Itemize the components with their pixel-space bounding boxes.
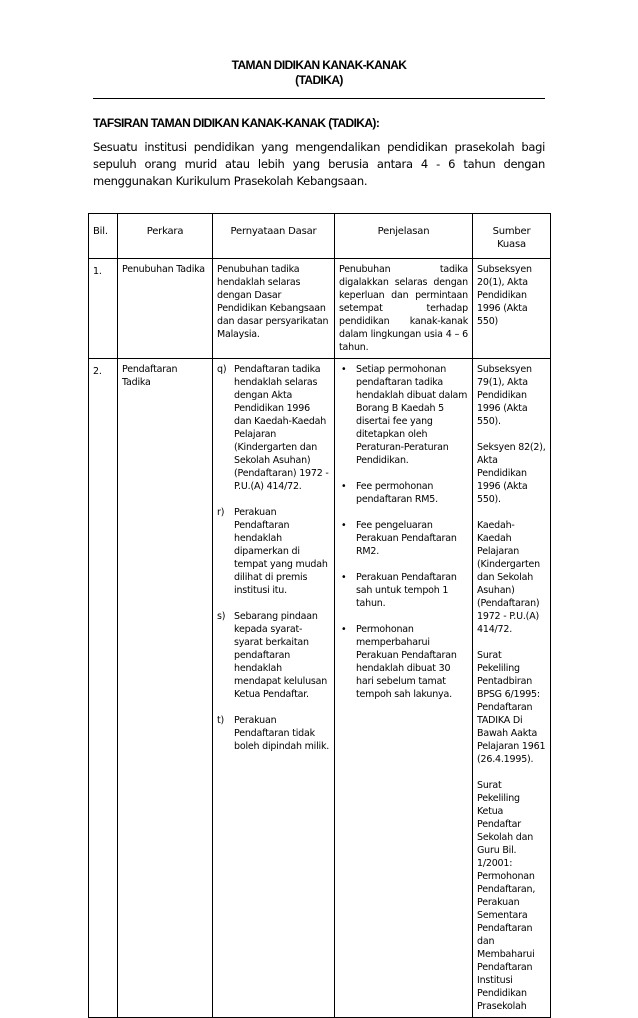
title-line-2: (TADIKA): [295, 73, 343, 87]
list-item: q) Pendaftaran tadika hendaklah selaras dengan Akta Pendidikan 1996 dan Kaedah-Kaedah Pelajaran (Kindergarten dan Sekolah Asuhan) (Pendaftaran) 1972 - P.U.(A) 414/72.: [217, 364, 329, 492]
page-title: [0, 58, 638, 88]
pernyataan-cell: Penubuhan tadika hendaklah selaras dengan Dasar Pendidikan Kebangsaan dan dasar persyarikatan Malaysia.: [213, 259, 335, 359]
perkara-cell: Pendaftaran Tadika: [118, 359, 213, 1018]
bullet-item: • Fee permohonan pendaftaran RM5.: [341, 481, 438, 505]
intro-paragraph: Sesuatu institusi pendidikan yang mengendalikan pendidikan prasekolah bagi sepuluh orang murid atau lebih yang berusia antara 4 - 6 tahun dengan menggunakan Kurikulum Prasekolah Kebangsaan.: [93, 140, 545, 188]
header-bil: Bil.: [89, 214, 118, 259]
source-reference: Subseksyen 79(1), Akta Pendidikan 1996 (Akta 550).: [477, 364, 532, 427]
perkara-cell: Penubuhan Tadika: [118, 259, 213, 359]
sumber-cell: [473, 359, 551, 1018]
list-item: t) Perakuan Pendaftaran tidak boleh dipindah milik.: [217, 715, 330, 752]
bullet-item: • Permohonan memperbaharui Perakuan Pendaftaran hendaklah dibuat 30 hari sebelum tamat tempoh sah lakunya.: [341, 624, 457, 700]
penjelasan-cell: Penubuhan tadika digalakkan selaras dengan keperluan dan permintaan setempat terhadap pendidikan kanak-kanak dalam lingkungan usia 4 – 6 tahun.: [335, 259, 473, 359]
row-number: 1.: [89, 259, 118, 359]
source-reference: Surat Pekeliling Ketua Pendaftar Sekolah dan Guru Bil. 1/2001: Permohonan Pendaftaran, Perakuan Sementara Pendaftaran dan Membaharui Pendaftaran Institusi Pendidikan Prasekolah: [477, 780, 536, 1012]
bullet-item: • Fee pengeluaran Perakuan Pendaftaran RM2.: [341, 520, 457, 557]
title-line-1: TAMAN DIDIKAN KANAK-KANAK: [231, 58, 407, 72]
list-item: s) Sebarang pindaan kepada syarat-syarat berkaitan pendaftaran hendaklah mendapat kelulusan Ketua Pendaftar.: [217, 611, 328, 700]
bullet-icon: •: [341, 520, 347, 531]
row-number: 2.: [89, 359, 118, 1018]
section-heading: TAFSIRAN TAMAN DIDIKAN KANAK-KANAK (TADIKA):: [93, 116, 380, 130]
header-pernyataan-dasar: Pernyataan Dasar: [213, 214, 335, 259]
header-penjelasan: Penjelasan: [335, 214, 473, 259]
header-perkara: Perkara: [118, 214, 213, 259]
policy-table: [88, 213, 551, 1018]
header-sumber-kuasa: Sumber Kuasa: [473, 214, 551, 259]
title-divider: [93, 98, 545, 99]
sumber-cell: Subseksyen 20(1), Akta Pendidikan 1996 (Akta 550): [473, 259, 551, 359]
list-item: r) Perakuan Pendaftaran hendaklah dipamerkan di tempat yang mudah dilihat di premis institusi itu.: [217, 507, 328, 596]
bullet-icon: •: [341, 624, 347, 635]
pernyataan-cell: [213, 359, 335, 1018]
bullet-icon: •: [341, 572, 347, 583]
bullet-icon: •: [341, 481, 347, 492]
table-row: [89, 259, 551, 359]
bullet-item: • Setiap permohonan pendaftaran tadika hendaklah dibuat dalam Borang B Kaedah 5 disertai fee yang ditetapkan oleh Peraturan-Peraturan Pendidikan.: [341, 364, 468, 466]
penjelasan-cell: [335, 359, 473, 1018]
table-row: [89, 359, 551, 1018]
table-header-row: [89, 214, 551, 259]
bullet-icon: •: [341, 364, 347, 375]
source-reference: Kaedah-Kaedah Pelajaran (Kindergarten dan Sekolah Asuhan) (Pendaftaran) 1972 - P.U.(A) 414/72.: [477, 520, 540, 635]
bullet-item: • Perakuan Pendaftaran sah untuk tempoh 1 tahun.: [341, 572, 457, 609]
source-reference: Surat Pekeliling Pentadbiran BPSG 6/1995: Pendaftaran TADIKA Di Bawah Aakta Pelajaran 1961 (26.4.1995).: [477, 650, 546, 765]
source-reference: Seksyen 82(2), Akta Pendidikan 1996 (Akta 550).: [477, 442, 546, 505]
